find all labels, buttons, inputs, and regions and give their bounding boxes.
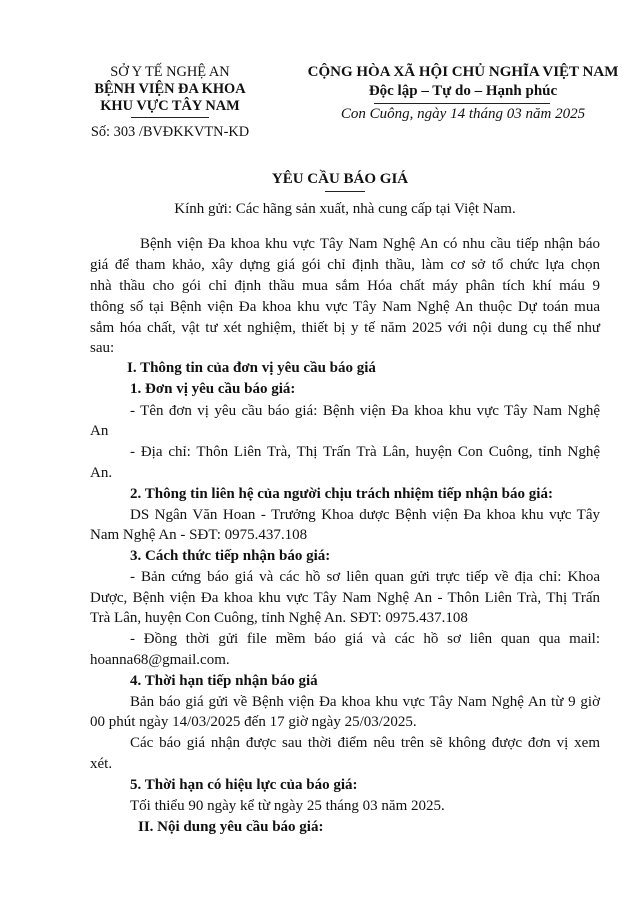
unit-address-line-1: - Địa chỉ: Thôn Liên Trà, Thị Trấn Trà Lân, huyện Con Cuông, tỉnh Nghệ	[130, 444, 600, 460]
subsection-1-heading: 1. Đơn vị yêu cầu báo giá:	[130, 381, 296, 397]
document-number: Số: 303 /BVĐKKVTN-KD	[90, 124, 250, 140]
unit-address-line-2: An.	[90, 465, 113, 481]
intro-line-1: Bệnh viện Đa khoa khu vực Tây Nam Nghệ An có nhu cầu tiếp nhận báo	[140, 236, 600, 252]
country-name: CỘNG HÒA XÃ HỘI CHỦ NGHĨA VIỆT NAM	[307, 64, 619, 80]
subsection-5-heading: 5. Thời hạn có hiệu lực của báo giá:	[130, 777, 358, 793]
subsection-4-heading: 4. Thời hạn tiếp nhận báo giá	[130, 673, 318, 689]
intro-line-6: sau:	[90, 340, 115, 356]
subsection-3-heading: 3. Cách thức tiếp nhận báo giá:	[130, 548, 331, 564]
hospital-name-line1: BỆNH VIỆN ĐA KHOA	[94, 81, 246, 97]
method-hardcopy-line-3: Trà Lân, huyện Con Cuông, tỉnh Nghệ An. SĐT: 0975.437.108	[90, 610, 468, 626]
contact-line-2: Nam Nghệ An - SĐT: 0975.437.108	[90, 527, 308, 543]
title-underline	[325, 191, 365, 192]
late-notice-line-1: Các báo giá nhận được sau thời điểm nêu trên sẽ không được đơn vị xem	[130, 735, 600, 751]
unit-name-line-1: - Tên đơn vị yêu cầu báo giá: Bệnh viện Đa khoa khu vực Tây Nam Nghệ	[130, 403, 600, 419]
left-header-underline	[131, 117, 209, 118]
country-motto: Độc lập – Tự do – Hạnh phúc	[368, 83, 558, 99]
agency-name: SỞ Y TẾ NGHỆ AN	[110, 64, 230, 80]
validity-line: Tối thiểu 90 ngày kể từ ngày 25 tháng 03 năm 2025.	[130, 798, 445, 814]
deadline-line-2: 00 phút ngày 14/03/2025 đến 17 giờ ngày 25/03/2025.	[90, 714, 417, 730]
recipient-line: Kính gửi: Các hãng sản xuất, nhà cung cấp tại Việt Nam.	[174, 201, 516, 217]
document-title: YÊU CẦU BÁO GIÁ	[271, 171, 409, 187]
intro-line-3: nhà thầu cho gói chỉ định thầu mua sắm Hóa chất máy phân tích khí máu 9	[90, 278, 600, 294]
right-header-underline	[374, 103, 550, 104]
intro-line-4: thông số tại Bệnh viện Đa khoa khu vực Tây Nam Nghệ An thuộc Dự toán mua	[90, 299, 600, 315]
subsection-2-heading: 2. Thông tin liên hệ của người chịu trách nhiệm tiếp nhận báo giá:	[130, 486, 553, 502]
unit-name-line-2: An	[90, 423, 109, 439]
intro-line-2: giá để tham khảo, xây dựng giá gói chỉ định thầu, làm cơ sở tổ chức lựa chọn	[90, 257, 600, 273]
section-2-heading: II. Nội dung yêu cầu báo giá:	[138, 819, 324, 835]
contact-email: hoanna68@gmail.com.	[90, 652, 230, 668]
intro-line-5: sắm hóa chất, vật tư xét nghiệm, thiết bị y tế năm 2025 với nội dung cụ thể như	[90, 320, 600, 336]
method-hardcopy-line-2: Dược, Bệnh viện Đa khoa khu vực Tây Nam Nghệ An - Thôn Liên Trà, Thị Trấn	[90, 590, 600, 606]
document-date: Con Cuông, ngày 14 tháng 03 năm 2025	[340, 106, 586, 122]
method-hardcopy-line-1: - Bản cứng báo giá và các hồ sơ liên quan gửi trực tiếp về địa chỉ: Khoa	[130, 569, 600, 585]
hospital-name-line2: KHU VỰC TÂY NAM	[100, 98, 240, 114]
deadline-line-1: Bản báo giá gửi về Bệnh viện Đa khoa khu vực Tây Nam Nghệ An từ 9 giờ	[130, 694, 600, 710]
method-email-line-1: - Đồng thời gửi file mềm báo giá và các hồ sơ liên quan qua mail:	[130, 631, 600, 647]
contact-line-1: DS Ngân Văn Hoan - Trưởng Khoa dược Bệnh viện Đa khoa khu vực Tây	[130, 507, 600, 523]
section-1-heading: I. Thông tin của đơn vị yêu cầu báo giá	[127, 360, 376, 376]
late-notice-line-2: xét.	[90, 756, 113, 772]
